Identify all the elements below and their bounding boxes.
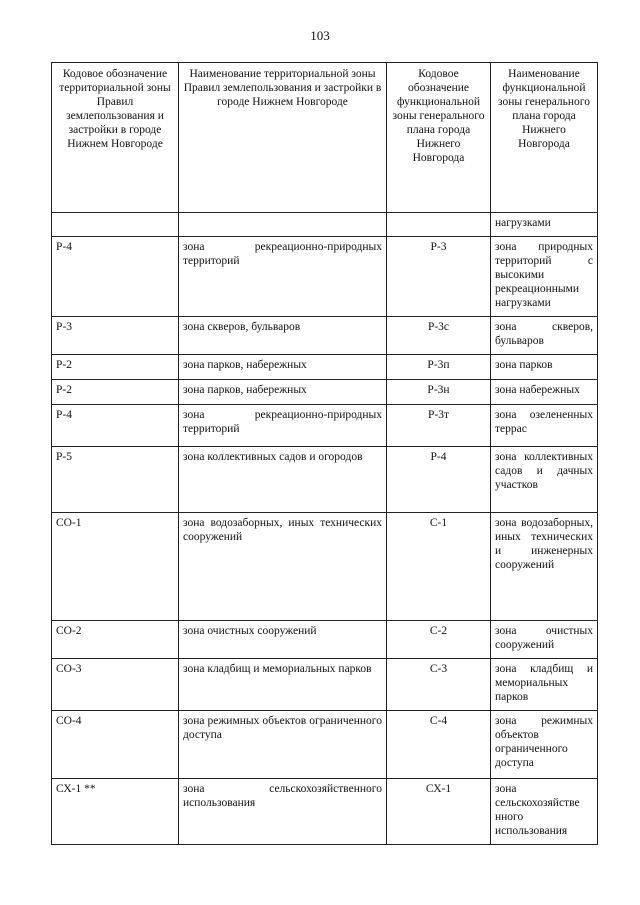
cell-functional-name: нагрузками	[491, 213, 598, 237]
cell-zone-code: Р-2	[52, 355, 179, 380]
cell-zone-code: Р-3	[52, 317, 179, 355]
cell-functional-name: зона коллективных садов и дачных участков	[491, 447, 598, 513]
cell-zone-name: зона кладбищ и мемориальных парков	[179, 659, 387, 711]
cell-zone-name: зона скверов, бульваров	[179, 317, 387, 355]
cell-zone-name: зона рекреационно-природных территорий	[179, 405, 387, 447]
cell-functional-code: СХ-1	[387, 779, 491, 845]
table-row	[52, 317, 598, 355]
cell-functional-code: С-4	[387, 711, 491, 779]
cell-zone-name: зона коллективных садов и огородов	[179, 447, 387, 513]
zones-table	[51, 62, 598, 845]
table-row	[52, 513, 598, 621]
cell-zone-name: зона режимных объектов ограниченного доступа	[179, 711, 387, 779]
table-row	[52, 659, 598, 711]
cell-functional-code: Р-3п	[387, 355, 491, 380]
cell-zone-name: зона парков, набережных	[179, 380, 387, 405]
cell-functional-code	[387, 213, 491, 237]
cell-zone-code: СО-3	[52, 659, 179, 711]
cell-zone-code	[52, 213, 179, 237]
cell-functional-name: зона очистных сооружений	[491, 621, 598, 659]
cell-zone-code: СО-1	[52, 513, 179, 621]
header-functional-code: Кодовое обозначение функциональной зоны генерального плана города Нижнего Новгорода	[387, 63, 491, 213]
page-number: 103	[310, 28, 330, 43]
table-row	[52, 213, 598, 237]
cell-functional-name: зона озелененных террас	[491, 405, 598, 447]
cell-functional-name: зона кладбищ и мемориальных парков	[491, 659, 598, 711]
cell-functional-code: Р-3с	[387, 317, 491, 355]
cell-zone-name: зона парков, набережных	[179, 355, 387, 380]
table-row	[52, 621, 598, 659]
cell-zone-name	[179, 213, 387, 237]
cell-zone-code: Р-2	[52, 380, 179, 405]
cell-functional-code: Р-4	[387, 447, 491, 513]
cell-zone-code: СХ-1 **	[52, 779, 179, 845]
cell-zone-code: СО-2	[52, 621, 179, 659]
cell-functional-name: зона сельскохозяйстве нного использования	[491, 779, 598, 845]
cell-functional-name: зона режимных объектов ограниченного доступа	[491, 711, 598, 779]
header-functional-name: Наименование функциональной зоны генерального плана города Нижнего Новгорода	[491, 63, 598, 213]
cell-zone-code: Р-4	[52, 405, 179, 447]
table-row	[52, 405, 598, 447]
table-row	[52, 355, 598, 380]
cell-functional-code: С-1	[387, 513, 491, 621]
cell-functional-code: С-3	[387, 659, 491, 711]
table-row	[52, 447, 598, 513]
header-zone-name: Наименование территориальной зоны Правил землепользования и застройки в городе Нижнем Новгороде	[179, 63, 387, 213]
cell-zone-code: Р-5	[52, 447, 179, 513]
table-header-row	[52, 63, 598, 213]
cell-functional-code: Р-3н	[387, 380, 491, 405]
cell-zone-code: Р-4	[52, 237, 179, 317]
cell-functional-code: Р-3т	[387, 405, 491, 447]
cell-zone-name: зона водозаборных, иных технических сооружений	[179, 513, 387, 621]
cell-functional-name: зона природных территорий с высокими рекреационными нагрузками	[491, 237, 598, 317]
table-row	[52, 779, 598, 845]
table-row	[52, 237, 598, 317]
header-zone-code: Кодовое обозначение территориальной зоны Правил землепользования и застройки в городе Нижнем Новгороде	[52, 63, 179, 213]
cell-functional-name: зона водозаборных, иных технических и инженерных сооружений	[491, 513, 598, 621]
cell-zone-name: зона сельскохозяйственного использования	[179, 779, 387, 845]
table-row	[52, 380, 598, 405]
cell-zone-code: СО-4	[52, 711, 179, 779]
cell-functional-name: зона набережных	[491, 380, 598, 405]
table-row	[52, 711, 598, 779]
cell-zone-name: зона очистных сооружений	[179, 621, 387, 659]
cell-functional-code: С-2	[387, 621, 491, 659]
cell-functional-name: зона скверов, бульваров	[491, 317, 598, 355]
cell-functional-code: Р-3	[387, 237, 491, 317]
cell-functional-name: зона парков	[491, 355, 598, 380]
cell-zone-name: зона рекреационно-природных территорий	[179, 237, 387, 317]
